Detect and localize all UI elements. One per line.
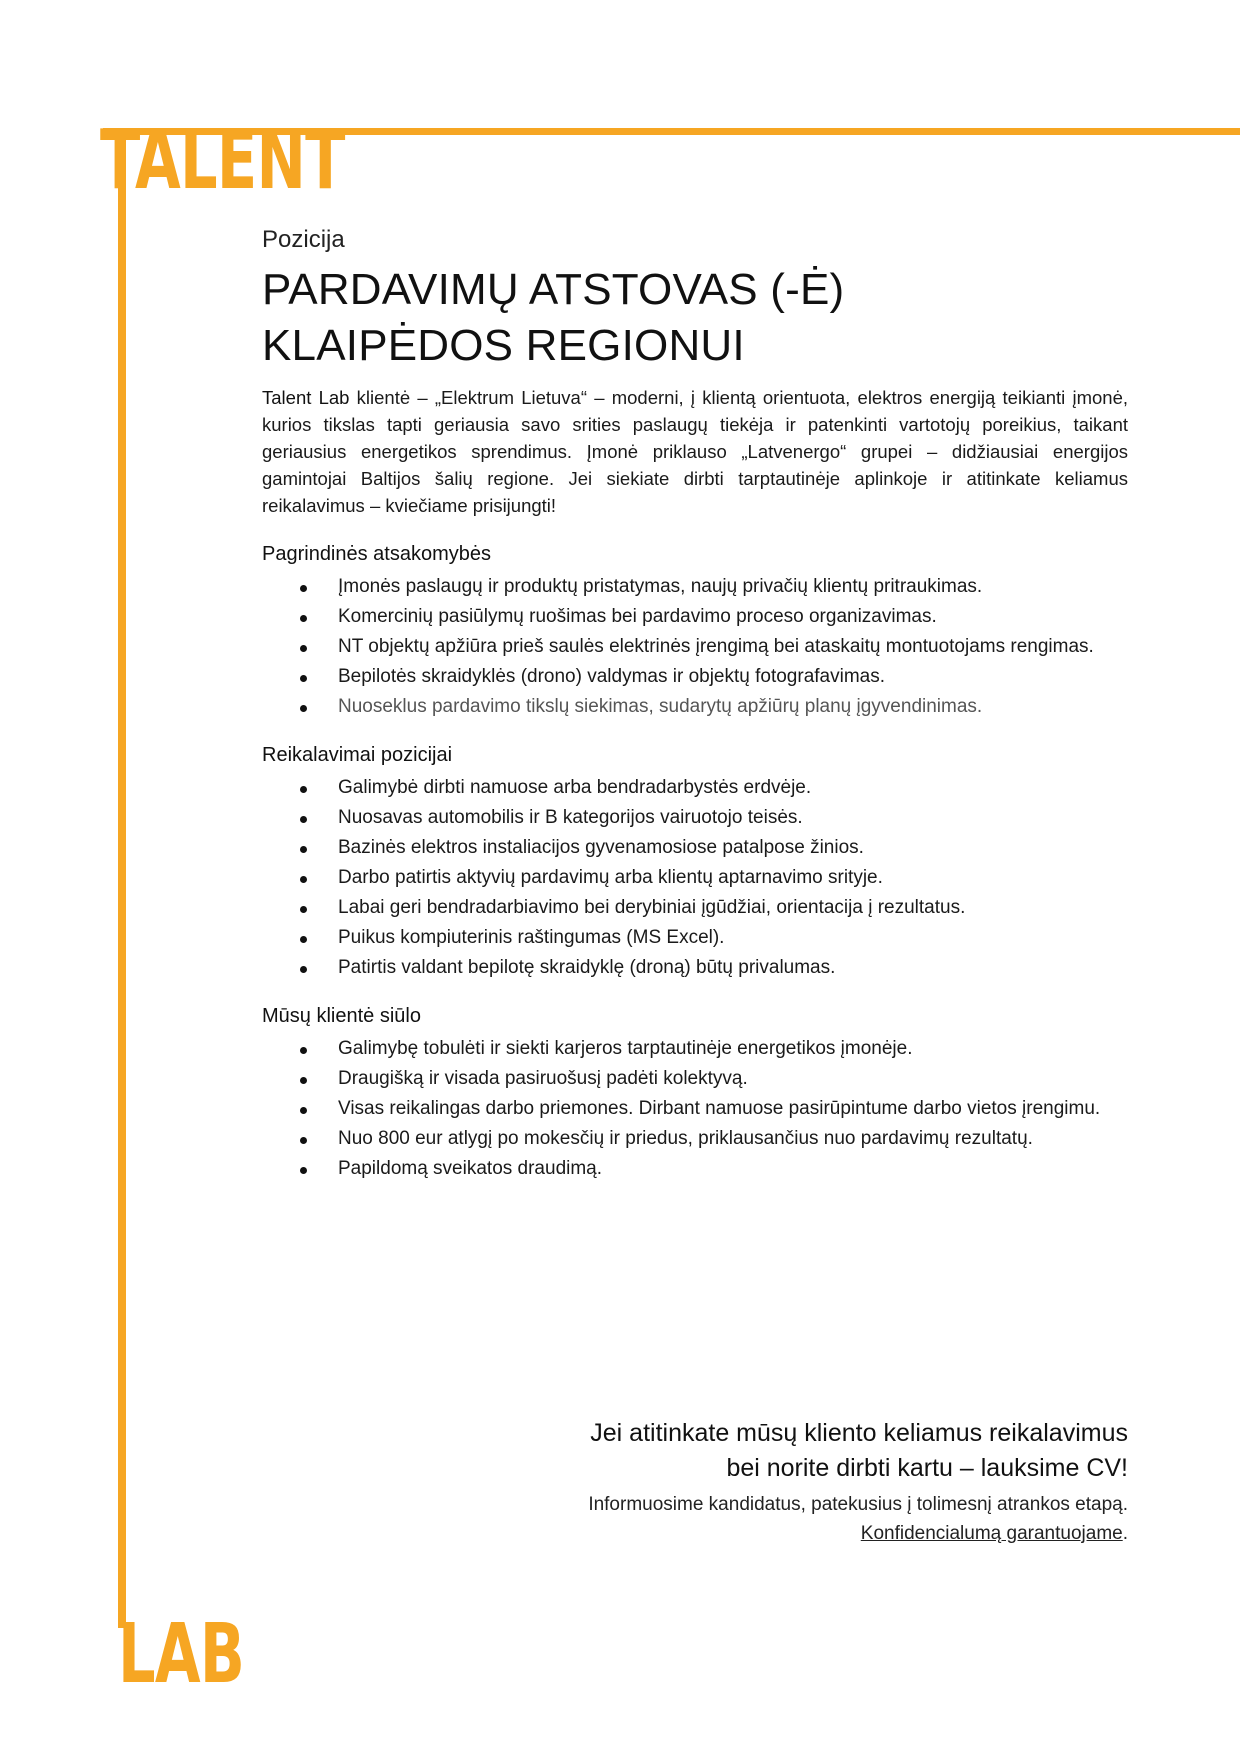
list-item: Puikus kompiuterinis raštingumas (MS Excel). <box>262 923 1128 953</box>
list-item: Galimybė dirbti namuose arba bendradarbystės erdvėje. <box>262 773 1128 803</box>
cta-line-1: Jei atitinkate mūsų kliento keliamus reikalavimus <box>590 1419 1128 1447</box>
list-item: Nuoseklus pardavimo tikslų siekimas, sudarytų apžiūrų planų įgyvendinimas. <box>262 692 1128 722</box>
requirements-heading: Reikalavimai pozicijai <box>262 744 453 766</box>
cta-line-2: bei norite dirbti kartu – lauksime CV! <box>726 1454 1128 1482</box>
list-item: Papildomą sveikatos draudimą. <box>262 1154 1128 1184</box>
logo-talent: TALENT <box>100 113 345 208</box>
frame-left-line <box>118 128 126 1628</box>
position-label: Pozicija <box>262 226 345 253</box>
offer-heading: Mūsų klientė siūlo <box>262 1005 421 1027</box>
responsibilities-heading: Pagrindinės atsakomybės <box>262 543 492 565</box>
offer-list <box>262 1034 1128 1184</box>
confidentiality-link[interactable]: Konfidencialumą garantuojame <box>860 1523 1123 1544</box>
list-item: Labai geri bendradarbiavimo bei derybiniai įgūdžiai, orientacija į rezultatus. <box>262 893 1128 923</box>
list-item: Galimybę tobulėti ir siekti karjeros tarptautinėje energetikos įmonėje. <box>262 1034 1128 1064</box>
list-item: Darbo patirtis aktyvių pardavimų arba klientų aptarnavimo srityje. <box>262 863 1128 893</box>
confidentiality-line <box>588 1519 1128 1548</box>
list-item: Nuo 800 eur atlygį po mokesčių ir priedus, priklausančius nuo pardavimų rezultatų. <box>262 1124 1128 1154</box>
requirements-list <box>262 773 1128 983</box>
list-item: Įmonės paslaugų ir produktų pristatymas, naujų privačių klientų pritraukimas. <box>262 572 1128 602</box>
confidentiality-suffix: . <box>1122 1523 1128 1544</box>
job-ad-content <box>262 226 1128 1184</box>
list-item: Draugišką ir visada pasiruošusį padėti kolektyvą. <box>262 1064 1128 1094</box>
list-item: Visas reikalingas darbo priemones. Dirbant namuose pasirūpintume darbo vietos įrengimu. <box>262 1094 1128 1124</box>
list-item: Patirtis valdant bepilotę skraidyklę (droną) būtų privalumas. <box>262 953 1128 983</box>
logo-lab: LAB <box>118 1607 245 1702</box>
title-line-1: PARDAVIMŲ ATSTOVAS (-Ė) <box>262 265 845 314</box>
responsibilities-list <box>262 572 1128 722</box>
intro-text: klientė – „Elektrum Lietuva“ – moderni, į klientą orientuota, elektros energiją teikianti įmonė, kurios tikslas tapti geriausia savo srities paslaugų tiekėja ir patenkinti vartotojų poreikius, taikant geriausius energetikos sprendimus. Įmonė priklauso „Latvenergo“ grupei – didžiausiai energijos gamintojai Baltijos šalių regione. Jei siekiate dirbti tarptautinėje aplinkoje ir atitinkate keliamus reikalavimus – kviečiame prisijungti! <box>262 387 1129 516</box>
title-line-2: KLAIPĖDOS REGIONUI <box>262 321 745 370</box>
list-item: Komercinių pasiūlymų ruošimas bei pardavimo proceso organizavimas. <box>262 602 1128 632</box>
intro-paragraph <box>262 384 1128 519</box>
list-item: Bepilotės skraidyklės (drono) valdymas ir objektų fotografavimas. <box>262 662 1128 692</box>
list-item: NT objektų apžiūra prieš saulės elektrinės įrengimą bei ataskaitų montuotojams rengimas. <box>262 632 1128 662</box>
list-item: Nuosavas automobilis ir B kategorijos vairuotojo teisės. <box>262 803 1128 833</box>
page-title <box>262 262 1128 374</box>
footer-cta <box>588 1416 1128 1548</box>
list-item: Bazinės elektros instaliacijos gyvenamosiose patalpose žinios. <box>262 833 1128 863</box>
company-name: Talent Lab <box>262 387 350 408</box>
selection-note: Informuosime kandidatus, patekusius į tolimesnį atrankos etapą. <box>588 1494 1128 1515</box>
